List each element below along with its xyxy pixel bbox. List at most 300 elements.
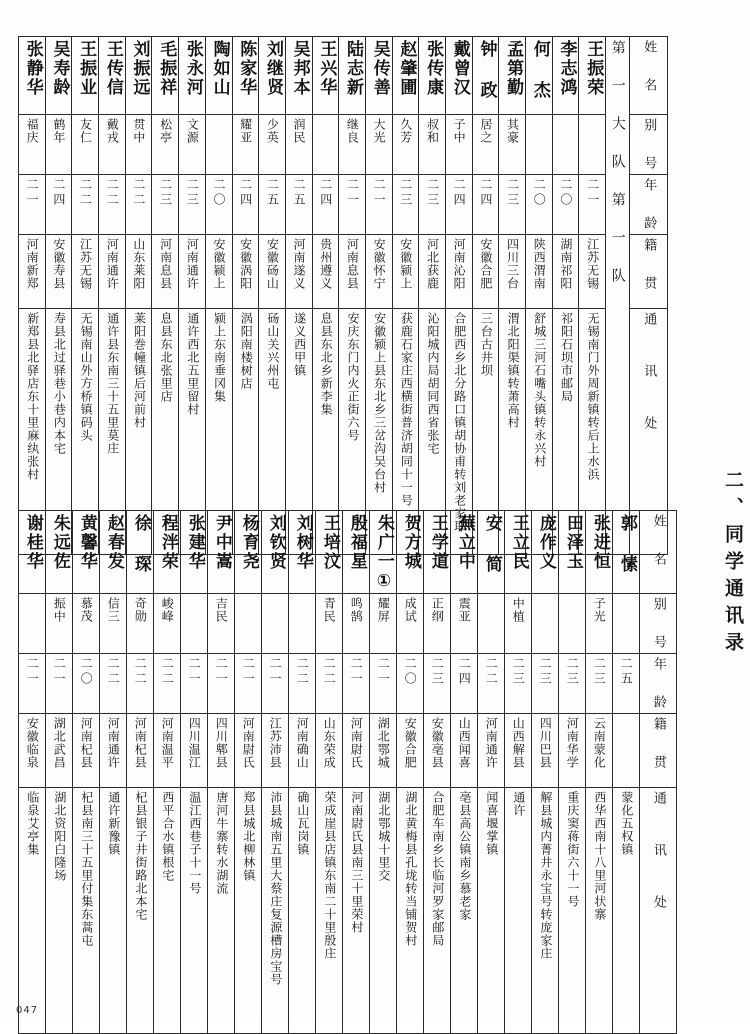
cell-text: 钟 政 [476, 40, 497, 100]
cell-text: 二一 [585, 178, 600, 208]
cell-native [179, 235, 206, 309]
cell-alias [100, 594, 127, 654]
cell-age [559, 654, 586, 714]
cell-alias [181, 594, 208, 654]
cell-text: 陶如山 [209, 40, 230, 97]
cell-text: 安徽颍上县东北乡三岔沟吴台村 [372, 312, 387, 494]
cell-native [472, 235, 499, 309]
cell-alias [19, 115, 46, 175]
cell-alias [285, 115, 312, 175]
cell-text: 二二 [106, 657, 121, 687]
cell-address [316, 788, 343, 1034]
table-row [19, 115, 668, 175]
cell-alias [478, 594, 505, 654]
cell-text: 二四 [478, 178, 493, 208]
cell-address [46, 788, 73, 1034]
cell-name [99, 37, 126, 115]
cell-text: 鸣鹄 [349, 597, 364, 623]
cell-age [262, 654, 289, 714]
cell-name [259, 37, 286, 115]
cell-text: 二〇 [532, 178, 547, 208]
cell-text: 遂义西甲镇 [292, 312, 307, 377]
cell-alias [424, 594, 451, 654]
cell-text: 吴寿龄 [49, 40, 70, 97]
cell-alias [46, 594, 73, 654]
table-row [19, 788, 677, 1034]
column-header-alias [629, 115, 667, 175]
cell-name [19, 37, 46, 115]
column-header-text: 别 号 [650, 597, 666, 653]
table-row [19, 714, 677, 788]
cell-name [339, 37, 366, 115]
cell-alias [397, 594, 424, 654]
cell-text: 张静华 [22, 40, 43, 97]
cell-address [586, 788, 613, 1034]
cell-age [451, 654, 478, 714]
cell-text: 颍上东南垂冈集 [212, 312, 227, 403]
cell-text: 振中 [52, 597, 67, 623]
cell-text: 久芳 [398, 118, 413, 144]
cell-text: 湖北武昌 [52, 717, 67, 769]
cell-text: 慕茂 [79, 597, 94, 623]
cell-text: 江苏无锡 [585, 238, 600, 290]
cell-text: 二三 [185, 178, 200, 208]
cell-alias [45, 115, 72, 175]
cell-text: 河南沁阳 [452, 238, 467, 290]
cell-age [370, 654, 397, 714]
cell-text: 四川巴县 [538, 717, 553, 769]
cell-text: 湖北资阳白隆场 [52, 791, 67, 882]
column-header-text: 年 龄 [641, 178, 657, 234]
table-bottom [18, 510, 677, 1034]
cell-text: 河南通许 [106, 717, 121, 769]
cell-text: 王振业 [76, 40, 97, 97]
cell-text: 合肥西乡北分路口镇胡协甫转刘老家耶 [452, 312, 467, 533]
cell-native [312, 235, 339, 309]
cell-text: 三台古井坝 [479, 312, 494, 377]
cell-age [339, 175, 366, 235]
cell-text: 耀屏 [376, 597, 391, 623]
cell-text: 湖南祁阳 [558, 238, 573, 290]
cell-address [208, 788, 235, 1034]
cell-text: 无锡南门外周新镇转后上水浜 [586, 312, 601, 481]
cell-native [478, 714, 505, 788]
cell-text: 二五 [265, 178, 280, 208]
cell-address [451, 788, 478, 1034]
cell-text: 李志鸿 [556, 40, 577, 97]
cell-address [532, 788, 559, 1034]
cell-text: 二四 [238, 178, 253, 208]
cell-age [127, 654, 154, 714]
cell-name [559, 511, 586, 594]
cell-alias [235, 594, 262, 654]
cell-text: 河南息县 [345, 238, 360, 290]
table-row [19, 594, 677, 654]
cell-native [154, 714, 181, 788]
cell-name [552, 37, 579, 115]
column-header-text: 年 龄 [650, 657, 666, 713]
cell-text: 张建华 [184, 514, 205, 571]
cell-age [312, 175, 339, 235]
cell-text: 贺方城 [400, 514, 421, 571]
cell-text: 西华西南十八里河状寨 [592, 791, 607, 921]
cell-text: 杨育尧 [238, 514, 259, 571]
cell-age [232, 175, 259, 235]
cell-name [100, 511, 127, 594]
column-header-name [629, 37, 667, 115]
cell-text: 吴传善 [369, 40, 390, 97]
column-header-text: 通 讯 处 [641, 312, 657, 441]
cell-age [45, 175, 72, 235]
cell-text: 其豪 [505, 118, 520, 144]
cell-text: 安徽怀宁 [372, 238, 387, 290]
cell-text: 涡阳南楼树店 [239, 312, 254, 390]
cell-native [259, 235, 286, 309]
cell-alias [579, 115, 606, 175]
cell-text: 通许西北五里留村 [185, 312, 200, 416]
column-header-native [640, 714, 677, 788]
cell-address [559, 788, 586, 1034]
table-top [18, 36, 668, 555]
cell-text: 二三 [538, 657, 553, 687]
cell-text: 中植 [511, 597, 526, 623]
cell-text: 子光 [592, 597, 607, 623]
cell-native [316, 714, 343, 788]
cell-text: 朱远佐 [49, 514, 70, 571]
cell-text: 山西解县 [511, 717, 526, 769]
cell-address [289, 788, 316, 1034]
cell-text: 解县城内菁井永宝号转庞家庄 [538, 791, 553, 960]
cell-native [419, 235, 446, 309]
cell-text: 蕪立中 [454, 514, 475, 571]
cell-text: 沁阳城内局胡同西省张宅 [426, 312, 441, 455]
column-header-text: 别 号 [641, 118, 657, 174]
cell-native [127, 714, 154, 788]
cell-text: 山东莱阳 [131, 238, 146, 290]
cell-alias [446, 115, 473, 175]
cell-age [419, 175, 446, 235]
cell-age [478, 654, 505, 714]
cell-native [205, 235, 232, 309]
cell-text: 寿县北过驿巷小巷内本宅 [52, 312, 67, 455]
cell-text: 河南华学 [565, 717, 580, 769]
cell-text: 戴戎 [105, 118, 120, 144]
cell-text: 荣成崖县店镇东南二十里殷庄 [322, 791, 337, 960]
cell-text: 二一 [345, 178, 360, 208]
cell-text: 安 简 [481, 514, 502, 574]
cell-age [424, 654, 451, 714]
cell-native [73, 714, 100, 788]
cell-text: 二一 [268, 657, 283, 687]
cell-age [397, 654, 424, 714]
cell-text: 毛振祥 [156, 40, 177, 97]
cell-text: 莱阳巻幢镇后河前村 [132, 312, 147, 429]
cell-text: 信三 [106, 597, 121, 623]
cell-name [154, 511, 181, 594]
cell-text: 临泉艾亭集 [25, 791, 40, 856]
cell-text: 叔和 [425, 118, 440, 144]
cell-name [365, 37, 392, 115]
cell-text: 河南新郑 [25, 238, 40, 290]
cell-address [613, 788, 640, 1034]
cell-native [559, 714, 586, 788]
cell-name [499, 37, 526, 115]
column-header-text: 籍 贯 [641, 238, 657, 294]
cell-text: 鹤年 [51, 118, 66, 144]
cell-age [472, 175, 499, 235]
cell-text: 杞县银子井街路北本宅 [133, 791, 148, 921]
cell-name [46, 511, 73, 594]
column-header-address [640, 788, 677, 1034]
cell-address [235, 788, 262, 1034]
cell-text: 王培汶 [319, 514, 340, 571]
cell-text: 四川郫县 [214, 717, 229, 769]
cell-alias [472, 115, 499, 175]
cell-native [45, 235, 72, 309]
cell-text: 确山瓦岗镇 [295, 791, 310, 856]
cell-age [499, 175, 526, 235]
cell-text: 尹中嵩 [211, 514, 232, 571]
cell-text: 张进恒 [589, 514, 610, 571]
cell-alias [365, 115, 392, 175]
cell-text: 二〇 [211, 178, 226, 208]
cell-text: 安徽颍上 [211, 238, 226, 290]
cell-native [451, 714, 478, 788]
cell-text: 田泽玉 [562, 514, 583, 571]
cell-age [285, 175, 312, 235]
cell-text: 河南息县 [158, 238, 173, 290]
cell-alias [179, 115, 206, 175]
cell-address [19, 788, 46, 1034]
cell-name [19, 511, 46, 594]
cell-age [235, 654, 262, 714]
cell-text: 湖北黄梅县孔垅转当铺贺村 [403, 791, 418, 947]
cell-name [208, 511, 235, 594]
cell-native [208, 714, 235, 788]
cell-text: 河南通许 [185, 238, 200, 290]
cell-name [526, 37, 553, 115]
cell-native [365, 235, 392, 309]
cell-name [72, 37, 99, 115]
cell-text: 西平合水镇根宅 [160, 791, 175, 882]
cell-text: 刘钦贤 [265, 514, 286, 571]
cell-text: 二三 [592, 657, 607, 687]
column-header-native [629, 235, 667, 309]
cell-text: 通许 [511, 791, 526, 817]
cell-native [100, 714, 127, 788]
cell-age [154, 654, 181, 714]
cell-alias [316, 594, 343, 654]
cell-text: 徐 琛 [130, 514, 151, 574]
cell-text: 湖北鄂城十里交 [376, 791, 391, 882]
cell-alias [208, 594, 235, 654]
cell-text: 闻喜堰掌镇 [484, 791, 499, 856]
cell-name [45, 37, 72, 115]
cell-alias [505, 594, 532, 654]
cell-text: 唐河牛寨转水湖流 [214, 791, 229, 895]
cell-name [478, 511, 505, 594]
cell-text: 少英 [265, 118, 280, 144]
cell-text: 安徽涡阳 [238, 238, 253, 290]
cell-text: 二二 [131, 178, 146, 208]
cell-name [181, 511, 208, 594]
cell-text: 吴邦本 [289, 40, 310, 97]
cell-text: 四川三台 [505, 238, 520, 290]
cell-address [505, 788, 532, 1034]
cell-native [343, 714, 370, 788]
cell-text: 安徽合肥 [478, 238, 493, 290]
cell-age [100, 654, 127, 714]
cell-text: 朱广一① [373, 514, 394, 593]
cell-text: 二三 [425, 178, 440, 208]
cell-address [370, 788, 397, 1034]
cell-text: 四川温江 [187, 717, 202, 769]
cell-text: 王振荣 [583, 40, 604, 97]
cell-text: 青民 [322, 597, 337, 623]
cell-text: 二一 [349, 657, 364, 687]
cell-age [19, 175, 46, 235]
cell-text: 居之 [478, 118, 493, 144]
group-label [606, 37, 630, 555]
cell-text: 陈家华 [236, 40, 257, 97]
table-row [19, 37, 668, 115]
cell-text: 安庆东门内火正街六号 [345, 312, 360, 442]
cell-text: 赵肇圃 [396, 40, 417, 97]
table-row [19, 654, 677, 714]
cell-age [46, 654, 73, 714]
cell-text: 合肥车南乡长临河罗家邮局 [430, 791, 445, 947]
cell-name [424, 511, 451, 594]
cell-alias [72, 115, 99, 175]
cell-alias [312, 115, 339, 175]
table-row [19, 511, 677, 594]
cell-text: 二五 [619, 657, 634, 687]
cell-alias [559, 594, 586, 654]
cell-age [205, 175, 232, 235]
cell-alias [370, 594, 397, 654]
cell-text: 二三 [511, 657, 526, 687]
cell-text: 二五 [292, 178, 307, 208]
cell-text: 程泮荣 [157, 514, 178, 571]
cell-native [125, 235, 152, 309]
cell-text: 二四 [457, 657, 472, 687]
cell-text: 二四 [452, 178, 467, 208]
cell-text: 二二 [322, 657, 337, 687]
cell-age [99, 175, 126, 235]
cell-alias [19, 594, 46, 654]
cell-native [613, 714, 640, 788]
cell-text: 河北获鹿 [425, 238, 440, 290]
cell-text: 贵州遵义 [318, 238, 333, 290]
cell-text: 郭 愫 [616, 514, 637, 574]
cell-native [446, 235, 473, 309]
cell-text: 王学道 [427, 514, 448, 571]
cell-text: 云南蒙化 [592, 717, 607, 769]
cell-address [478, 788, 505, 1034]
cell-text: 新郑县北驿店东十里麻纨张村 [25, 312, 40, 481]
cell-text: 温江西巷子十一号 [187, 791, 202, 895]
cell-alias [232, 115, 259, 175]
cell-text: 谢桂华 [22, 514, 43, 571]
cell-age [72, 175, 99, 235]
cell-alias [339, 115, 366, 175]
cell-text: 二三 [398, 178, 413, 208]
column-header-age [640, 654, 677, 714]
cell-text: 渭北阳渠镇转萧高村 [506, 312, 521, 429]
cell-text: 二一 [187, 657, 202, 687]
cell-age [586, 654, 613, 714]
cell-alias [451, 594, 478, 654]
cell-name [312, 37, 339, 115]
cell-address [181, 788, 208, 1034]
cell-address [73, 788, 100, 1034]
cell-text: 江苏沛县 [268, 717, 283, 769]
cell-age [552, 175, 579, 235]
cell-age [343, 654, 370, 714]
cell-alias [99, 115, 126, 175]
cell-alias [259, 115, 286, 175]
cell-text: 二一 [376, 657, 391, 687]
cell-name [235, 511, 262, 594]
group-label-text: 第 一 大 队 第 一 队 [609, 40, 626, 286]
cell-text: 王立民 [508, 514, 529, 571]
cell-native [505, 714, 532, 788]
cell-text: 刘振远 [129, 40, 150, 97]
cell-native [285, 235, 312, 309]
cell-text: 正纲 [430, 597, 445, 623]
cell-text: 奇勋 [133, 597, 148, 623]
cell-text: 河南遂义 [292, 238, 307, 290]
column-header-text: 通 讯 处 [650, 791, 666, 920]
cell-text: 震亚 [457, 597, 472, 623]
cell-text: 张传康 [423, 40, 444, 97]
cell-native [152, 235, 179, 309]
cell-text: 息县东北张里店 [159, 312, 174, 403]
cell-name [179, 37, 206, 115]
column-header-age [629, 175, 667, 235]
cell-alias [613, 594, 640, 654]
cell-age [208, 654, 235, 714]
cell-text: 峻峰 [160, 597, 175, 623]
cell-name [446, 37, 473, 115]
cell-text: 郑县城北柳林镇 [241, 791, 256, 882]
cell-name [451, 511, 478, 594]
cell-age [259, 175, 286, 235]
cell-text: 二一 [52, 657, 67, 687]
cell-alias [205, 115, 232, 175]
cell-text: 二三 [430, 657, 445, 687]
cell-address [397, 788, 424, 1034]
cell-text: 二一 [214, 657, 229, 687]
cell-text: 江苏无锡 [78, 238, 93, 290]
cell-text: 成试 [403, 597, 418, 623]
cell-text: 贯中 [131, 118, 146, 144]
cell-text: 安徽砀山 [265, 238, 280, 290]
cell-address [127, 788, 154, 1034]
cell-age [365, 175, 392, 235]
cell-text: 二三 [158, 178, 173, 208]
cell-text: 戴曾汉 [449, 40, 470, 97]
cell-alias [127, 594, 154, 654]
cell-text: 河南确山 [295, 717, 310, 769]
cell-alias [419, 115, 446, 175]
cell-text: 蒙化五权镇 [619, 791, 634, 856]
cell-text: 河南通许 [484, 717, 499, 769]
cell-text: 文源 [185, 118, 200, 144]
cell-name [205, 37, 232, 115]
cell-text: 湖北鄂城 [376, 717, 391, 769]
cell-name [152, 37, 179, 115]
